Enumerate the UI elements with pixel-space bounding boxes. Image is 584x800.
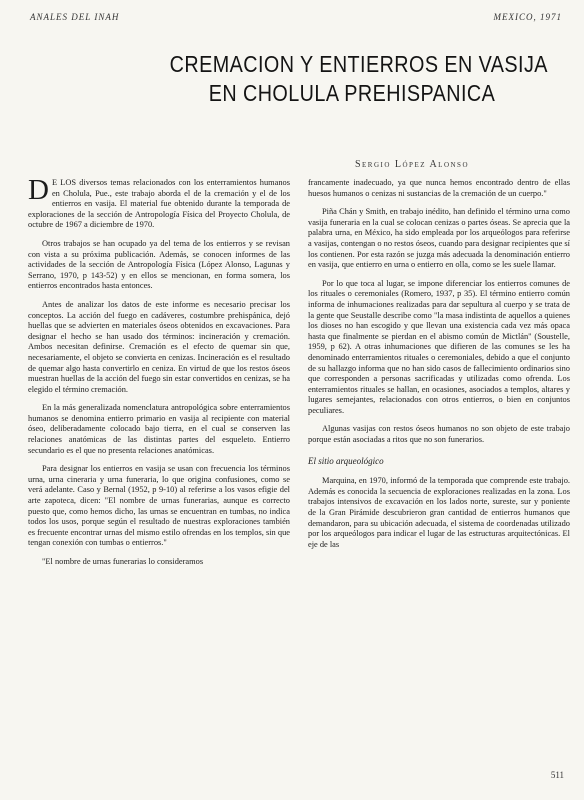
right-column	[308, 178, 570, 558]
running-head-journal: ANALES DEL INAH	[30, 12, 120, 22]
paragraph: Otros trabajos se han ocupado ya del tema de los entierros y se revisan con vista a su próxima publicación. Además, se conocen informes de las actividades de la sección de Antropología Física (López Alonso, Lagunas y Serrano, 1970, p 143-52) y en ellos se mencionan, en forma somera, los entierros encontrados hasta entonces.	[28, 238, 290, 291]
page-number: 511	[550, 770, 564, 780]
title-line-1: CREMACION Y ENTIERROS EN VASIJA	[169, 51, 548, 77]
section-heading: El sitio arqueológico	[308, 455, 384, 466]
title-line-2: EN CHOLULA PREHISPANICA	[208, 80, 496, 106]
paragraph: Piña Chán y Smith, en trabajo inédito, han definido el término urna como vasija funeraria en la cual se colocan cenizas o partes óseas. Se aprecia que la palabra urna, en México, ha sido empleada por los arqueólogos para referirse a vasijas, contengan o no restos óseos, cuando para designar recipientes que sí los contienen. Por esta razón se juzga más adecuada la denominación entierro en vasija, que entierro en urna o entierro en olla, como se les suele llamar.	[308, 207, 570, 270]
paragraph: Para designar los entierros en vasija se usan con frecuencia los términos urna, urna cineraria y urna funeraria, lo que origina confusiones, como se verá adelante. Caso y Bernal (1952, p 9-10) al referirse a los vasos efigie del arte zapoteca, dicen: "El nombre de urnas funerarias, aunque es correcto puesto que, como hemos dicho, las urnas se encuentran en tumbas, no indica todos los usos, porque según el resultado de nuestras exploraciones también es frecuente encontrar urnas del mismo estilo ofrendas en los templos, sin que tengan conexión con tumbas o entierros."	[28, 464, 290, 548]
author-name: Sergio López Alonso	[354, 159, 469, 170]
left-column	[28, 174, 290, 576]
paragraph: Por lo que toca al lugar, se impone diferenciar los entierros comunes de los rituales o ceremoniales (Romero, 1937, p 35). El término entierro común informa de inhumaciones realizadas para dar sepultura al cuerpo y se trata de la gente que Seustalle describe como "la masa indistinta de aquellos a quienes los dioses no han escogido y que llevan una existencia cada vez más opaca hasta que finalmente se pierdan en el abismo común de Mictlán" (Soustelle, 1959, p 62). A otras inhumaciones que difieren de las comunes se les ha denominado enterramientos rituales o ceremoniales, debido a que el conjunto de su hallazgo informa que no han sido casos de fallecimiento ordinarios sino que corresponden a personas sacrificadas y utilizadas como ofrenda. Los enterramientos rituales se hallan, en ocasiones, asociados a templos, altares y lugares semejantes, relacionados con otros entierros, o bien en conjuntos peculiares.	[308, 278, 570, 415]
paragraph: En la más generalizada nomenclatura antropológica sobre enterramientos humanos se denomina entierro primario en vasija al recipiente con material óseo, deliberadamente colocado bajo tierra, en el cual se conserven las relaciones anatómicas de las distintas partes del esqueleto. Entierro secundario es el que no presenta relaciones anatómicas.	[28, 403, 290, 455]
paragraph: francamente inadecuado, ya que nunca hemos encontrado dentro de ellas huesos humanos o cenizas ni sustancias de la cremación de un cuerpo."	[308, 178, 570, 198]
paragraph: Marquina, en 1970, informó de la temporada que comprende este trabajo. Además es conocida la secuencia de exploraciones realizadas en la zona. Los trabajos intensivos de excavación en los lados norte, sureste, sur y poniente de la Gran Pirámide descubrieron gran cantidad de entierros humanos que demandaron, para su ubicación adecuada, el sistema de coordenadas utilizado por los arqueólogos para indicar el lugar de las estructuras arquitectónicas. El eje de las	[308, 476, 570, 549]
running-head-location-year: MEXICO, 1971	[493, 12, 562, 22]
paragraph: "El nombre de urnas funerarias lo consideramos	[42, 557, 204, 566]
paragraph: Algunas vasijas con restos óseos humanos no son objeto de este trabajo porque están asociadas a ritos que no son funerarios.	[308, 424, 570, 445]
paragraph: Antes de analizar los datos de este informe es necesario precisar los conceptos. La acción del fuego en cadáveres, costumbre prehispánica, dejó huellas que se advierten en materiales óseos obtenidos en excavaciones. Para designar el hecho se han usado dos términos: incineración y cremación. Ambos necesitan definirse. Cremación es el efecto de quemar sin que, necesariamente, el objeto se convierta en cenizas. Incineración es el resultado de quemar algo hasta convertirlo en ceniza. En virtud de que los restos óseos muestran huellas de la acción del fuego sin estar convertidos en cenizas, se ha elegido el término cremación.	[28, 299, 290, 394]
drop-cap: D	[28, 174, 49, 206]
article-title	[169, 50, 548, 108]
paragraph: D E LOS diversos temas relacionados con los enterramientos humanos en Cholula, Pue., este trabajo aborda el de la cremación y el de los entierros en vasija. El material fue obtenido durante la temporada de exploraciones de la sección de Antropología Física del Proyecto Cholula, de octubre de 1967 a diciembre de 1970.	[28, 174, 290, 230]
